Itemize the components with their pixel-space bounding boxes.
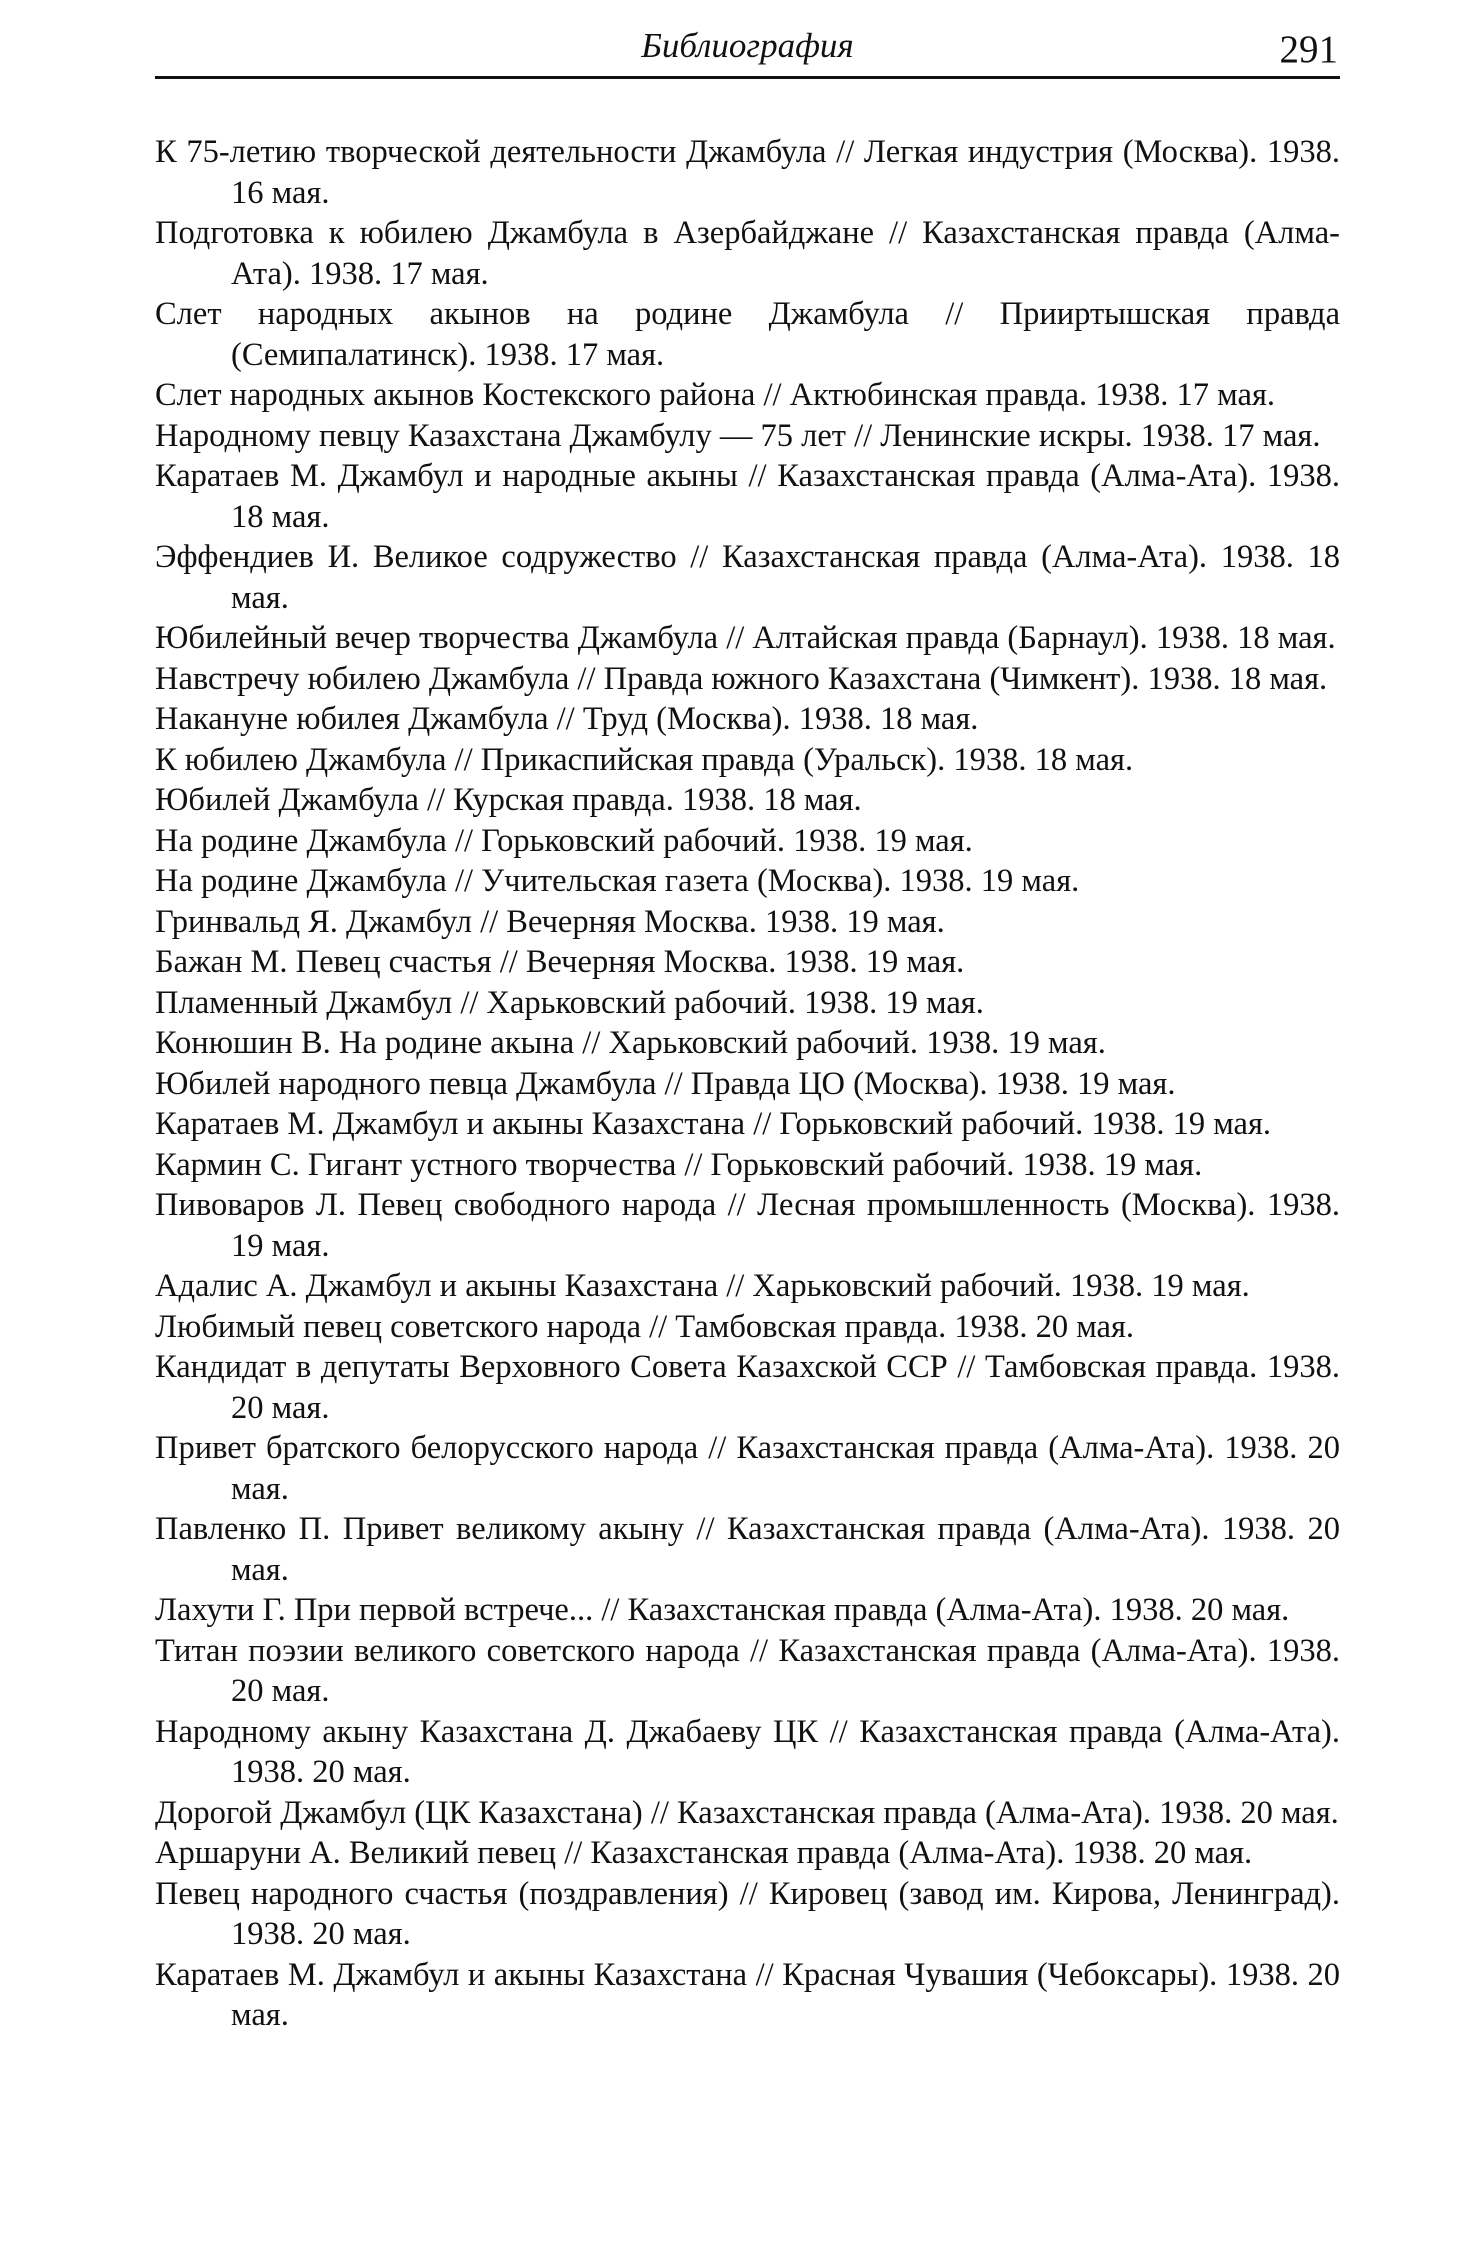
bibliography-entry: Пламенный Джамбул // Харьковский рабочий. 1938. 19 мая. <box>155 984 984 1021</box>
bibliography-entry: Каратаев М. Джамбул и акыны Казахстана // Горьковский рабочий. 1938. 19 мая. <box>155 1106 1272 1142</box>
bibliography-entry: Конюшин В. На родине акына // Харьковский рабочий. 1938. 19 мая. <box>155 1025 1106 1061</box>
bibliography-entry: На родине Джамбула // Горьковский рабочий. 1938. 19 мая. <box>155 822 973 859</box>
page-header <box>155 22 1340 79</box>
bibliography-list <box>155 132 1340 2036</box>
bibliography-entry: Привет братского белорусского народа // Казахстанская правда (Алма-Ата). 1938. 20 мая. <box>155 1430 1340 1507</box>
bibliography-entry: Дорогой Джамбул (ЦК Казахстана) // Казахстанская правда (Алма-Ата). 1938. 20 мая. <box>155 1794 1339 1831</box>
bibliography-entry: Аршаруни А. Великий певец // Казахстанская правда (Алма-Ата). 1938. 20 мая. <box>155 1835 1253 1871</box>
bibliography-entry: Павленко П. Привет великому акыну // Казахстанская правда (Алма-Ата). 1938. 20 мая. <box>155 1511 1340 1588</box>
bibliography-entry: Юбилейный вечер творчества Джамбула // Алтайская правда (Барнаул). 1938. 18 мая. <box>155 620 1336 656</box>
bibliography-entry: Лахути Г. При первой встрече... // Казахстанская правда (Алма-Ата). 1938. 20 мая. <box>155 1592 1290 1628</box>
bibliography-entry: Юбилей Джамбула // Курская правда. 1938. 18 мая. <box>155 782 862 818</box>
page-number: 291 <box>1279 28 1338 71</box>
bibliography-entry: Кандидат в депутаты Верховного Совета Казахской ССР // Тамбовская правда. 1938. 20 мая. <box>155 1349 1340 1426</box>
bibliography-entry: Певец народного счастья (поздравления) // Кировец (завод им. Кирова, Ленинград). 1938. 20 мая. <box>155 1875 1340 1952</box>
bibliography-entry: Слет народных акынов Костекского района // Актюбинская правда. 1938. 17 мая. <box>155 377 1276 413</box>
running-title: Библиография <box>641 26 854 65</box>
bibliography-entry: Любимый певец советского народа // Тамбовская правда. 1938. 20 мая. <box>155 1308 1135 1345</box>
bibliography-entry: Каратаев М. Джамбул и народные акыны // Казахстанская правда (Алма-Ата). 1938. 18 мая. <box>155 458 1340 535</box>
bibliography-entry: Навстречу юбилею Джамбула // Правда южного Казахстана (Чимкент). 1938. 18 мая. <box>155 660 1328 697</box>
bibliography-entry: Эффендиев И. Великое содружество // Казахстанская правда (Алма-Ата). 1938. 18 мая. <box>155 539 1340 616</box>
bibliography-entry: Накануне юбилея Джамбула // Труд (Москва). 1938. 18 мая. <box>155 701 979 737</box>
bibliography-entry: К 75-летию творческой деятельности Джамбула // Легкая индустрия (Москва). 1938. 16 мая. <box>155 134 1340 211</box>
bibliography-entry: Народному певцу Казахстана Джамбулу — 75 лет // Ленинские искры. 1938. 17 мая. <box>155 417 1321 454</box>
bibliography-entry: Народному акыну Казахстана Д. Джабаеву ЦК // Казахстанская правда (Алма-Ата). 1938. 20 мая. <box>155 1713 1340 1790</box>
bibliography-entry: Каратаев М. Джамбул и акыны Казахстана // Красная Чувашия (Чебоксары). 1938. 20 мая. <box>155 1956 1340 2033</box>
bibliography-entry: На родине Джамбула // Учительская газета (Москва). 1938. 19 мая. <box>155 863 1080 899</box>
bibliography-entry: Кармин С. Гигант устного творчества // Горьковский рабочий. 1938. 19 мая. <box>155 1146 1203 1183</box>
bibliography-entry: Слет народных акынов на родине Джамбула // Прииртышская правда (Семипалатинск). 1938. 17 мая. <box>155 296 1340 373</box>
bibliography-entry: Адалис А. Джамбул и акыны Казахстана // Харьковский рабочий. 1938. 19 мая. <box>155 1268 1250 1304</box>
bibliography-entry: Пивоваров Л. Певец свободного народа // Лесная промышленность (Москва). 1938. 19 мая. <box>155 1187 1340 1264</box>
bibliography-entry: К юбилею Джамбула // Прикаспийская правда (Уральск). 1938. 18 мая. <box>155 741 1134 778</box>
bibliography-entry: Гринвальд Я. Джамбул // Вечерняя Москва. 1938. 19 мая. <box>155 903 945 940</box>
bibliography-entry: Подготовка к юбилею Джамбула в Азербайджане // Казахстанская правда (Алма-Ата). 1938. 17 мая. <box>155 215 1340 292</box>
bibliography-entry: Юбилей народного певца Джамбула // Правда ЦО (Москва). 1938. 19 мая. <box>155 1065 1176 1102</box>
bibliography-entry: Титан поэзии великого советского народа // Казахстанская правда (Алма-Ата). 1938. 20 мая. <box>155 1632 1340 1709</box>
bibliography-entry: Бажан М. Певец счастья // Вечерняя Москва. 1938. 19 мая. <box>155 944 965 980</box>
